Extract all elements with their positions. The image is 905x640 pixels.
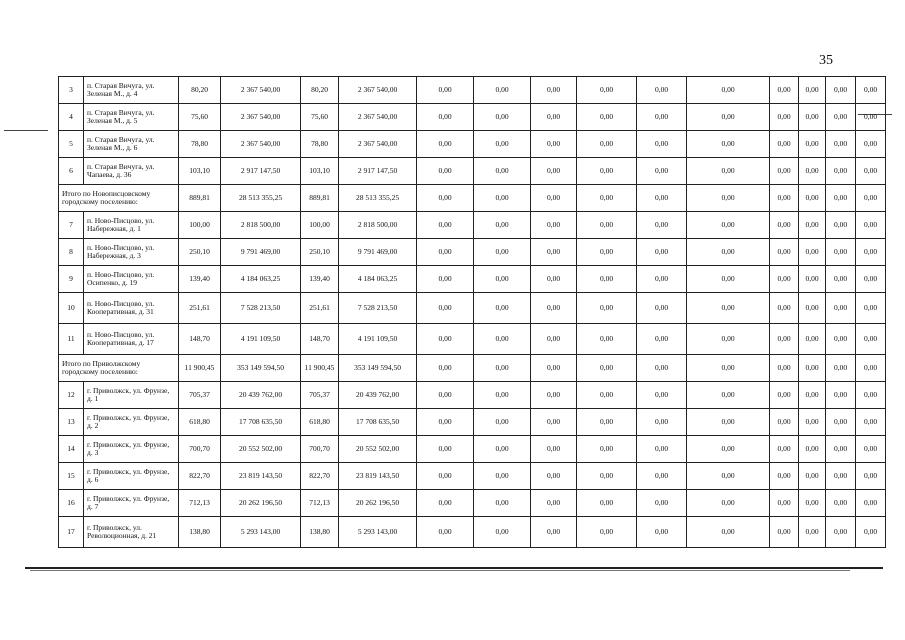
area-cell: 250,10	[179, 239, 221, 266]
value-cell: 0,00	[826, 158, 856, 185]
cost-cell: 2 818 500,00	[221, 212, 301, 239]
address-cell: п. Старая Вичуга, ул. Чапаева, д. 36	[84, 158, 179, 185]
value-cell: 0,00	[474, 355, 531, 382]
value-cell: 0,00	[770, 239, 799, 266]
row-number-cell: 13	[59, 409, 84, 436]
cost-cell: 4 184 063,25	[339, 266, 417, 293]
value-cell: 0,00	[637, 436, 687, 463]
value-cell: 0,00	[637, 131, 687, 158]
value-cell: 0,00	[474, 239, 531, 266]
row-number-cell: 3	[59, 77, 84, 104]
area-cell: 75,60	[179, 104, 221, 131]
value-cell: 0,00	[826, 185, 856, 212]
area-cell: 100,00	[179, 212, 221, 239]
value-cell: 0,00	[826, 293, 856, 324]
area-cell: 889,81	[301, 185, 339, 212]
page-number: 35	[819, 53, 833, 68]
value-cell: 0,00	[417, 77, 474, 104]
cost-cell: 5 293 143,00	[339, 517, 417, 548]
housing-table	[58, 76, 886, 548]
row-number-cell: 12	[59, 382, 84, 409]
value-cell: 0,00	[856, 131, 886, 158]
value-cell: 0,00	[474, 212, 531, 239]
area-cell: 103,10	[179, 158, 221, 185]
value-cell: 0,00	[417, 409, 474, 436]
value-cell: 0,00	[417, 239, 474, 266]
table-row	[59, 77, 886, 104]
cost-cell: 28 513 355,25	[339, 185, 417, 212]
value-cell: 0,00	[856, 239, 886, 266]
value-cell: 0,00	[417, 104, 474, 131]
value-cell: 0,00	[637, 382, 687, 409]
value-cell: 0,00	[577, 382, 637, 409]
area-cell: 889,81	[179, 185, 221, 212]
value-cell: 0,00	[856, 77, 886, 104]
value-cell: 0,00	[577, 212, 637, 239]
value-cell: 0,00	[770, 463, 799, 490]
table-row	[59, 436, 886, 463]
area-cell: 148,70	[301, 324, 339, 355]
value-cell: 0,00	[577, 185, 637, 212]
cost-cell: 17 708 635,50	[221, 409, 301, 436]
value-cell: 0,00	[417, 293, 474, 324]
value-cell: 0,00	[417, 517, 474, 548]
table-row	[59, 131, 886, 158]
value-cell: 0,00	[856, 293, 886, 324]
value-cell: 0,00	[531, 463, 577, 490]
value-cell: 0,00	[577, 104, 637, 131]
value-cell: 0,00	[417, 463, 474, 490]
value-cell: 0,00	[531, 355, 577, 382]
value-cell: 0,00	[531, 239, 577, 266]
value-cell: 0,00	[577, 324, 637, 355]
table-row	[59, 490, 886, 517]
value-cell: 0,00	[799, 436, 826, 463]
value-cell: 0,00	[474, 266, 531, 293]
margin-mark-left	[4, 130, 48, 131]
value-cell: 0,00	[770, 77, 799, 104]
cost-cell: 7 528 213,50	[339, 293, 417, 324]
value-cell: 0,00	[474, 131, 531, 158]
value-cell: 0,00	[770, 517, 799, 548]
value-cell: 0,00	[856, 382, 886, 409]
address-cell: г. Приволжск, ул. Революционная, д. 21	[84, 517, 179, 548]
value-cell: 0,00	[531, 266, 577, 293]
row-number-cell: 7	[59, 212, 84, 239]
area-cell: 705,37	[301, 382, 339, 409]
value-cell: 0,00	[577, 239, 637, 266]
value-cell: 0,00	[770, 382, 799, 409]
value-cell: 0,00	[531, 490, 577, 517]
area-cell: 80,20	[179, 77, 221, 104]
bottom-rule-secondary	[30, 570, 850, 571]
value-cell: 0,00	[474, 382, 531, 409]
table-row	[59, 382, 886, 409]
area-cell: 250,10	[301, 239, 339, 266]
row-number-cell: 14	[59, 436, 84, 463]
table-row	[59, 293, 886, 324]
value-cell: 0,00	[687, 463, 770, 490]
value-cell: 0,00	[799, 490, 826, 517]
value-cell: 0,00	[577, 409, 637, 436]
address-cell: п. Старая Вичуга, ул. Зеленая М., д. 6	[84, 131, 179, 158]
value-cell: 0,00	[770, 490, 799, 517]
value-cell: 0,00	[577, 490, 637, 517]
value-cell: 0,00	[799, 131, 826, 158]
row-number-cell: 8	[59, 239, 84, 266]
value-cell: 0,00	[637, 293, 687, 324]
value-cell: 0,00	[687, 77, 770, 104]
cost-cell: 17 708 635,50	[339, 409, 417, 436]
cost-cell: 23 819 143,50	[221, 463, 301, 490]
value-cell: 0,00	[856, 490, 886, 517]
value-cell: 0,00	[799, 212, 826, 239]
value-cell: 0,00	[417, 185, 474, 212]
value-cell: 0,00	[770, 131, 799, 158]
value-cell: 0,00	[799, 463, 826, 490]
cost-cell: 4 191 109,50	[339, 324, 417, 355]
value-cell: 0,00	[637, 490, 687, 517]
cost-cell: 23 819 143,50	[339, 463, 417, 490]
area-cell: 103,10	[301, 158, 339, 185]
value-cell: 0,00	[577, 355, 637, 382]
cost-cell: 2 367 540,00	[221, 104, 301, 131]
value-cell: 0,00	[474, 409, 531, 436]
value-cell: 0,00	[856, 212, 886, 239]
value-cell: 0,00	[770, 158, 799, 185]
table-row	[59, 409, 886, 436]
area-cell: 712,13	[301, 490, 339, 517]
value-cell: 0,00	[637, 104, 687, 131]
area-cell: 700,70	[179, 436, 221, 463]
value-cell: 0,00	[770, 293, 799, 324]
row-number-cell: 9	[59, 266, 84, 293]
value-cell: 0,00	[577, 436, 637, 463]
bottom-rule	[25, 567, 883, 569]
value-cell: 0,00	[637, 185, 687, 212]
table-row	[59, 266, 886, 293]
address-cell: п. Ново-Писцово, ул. Набережная, д. 3	[84, 239, 179, 266]
table-row	[59, 517, 886, 548]
value-cell: 0,00	[637, 355, 687, 382]
value-cell: 0,00	[474, 185, 531, 212]
value-cell: 0,00	[687, 324, 770, 355]
value-cell: 0,00	[856, 324, 886, 355]
value-cell: 0,00	[770, 185, 799, 212]
cost-cell: 2 367 540,00	[339, 131, 417, 158]
value-cell: 0,00	[474, 436, 531, 463]
row-number-cell: 4	[59, 104, 84, 131]
value-cell: 0,00	[826, 324, 856, 355]
total-label-cell: Итого по Новописцовскому городскому поселению:	[59, 185, 179, 212]
address-cell: п. Старая Вичуга, ул. Зеленая М., д. 4	[84, 77, 179, 104]
value-cell: 0,00	[687, 382, 770, 409]
value-cell: 0,00	[687, 293, 770, 324]
value-cell: 0,00	[474, 324, 531, 355]
value-cell: 0,00	[417, 324, 474, 355]
value-cell: 0,00	[531, 517, 577, 548]
cost-cell: 4 191 109,50	[221, 324, 301, 355]
row-number-cell: 15	[59, 463, 84, 490]
address-cell: г. Приволжск, ул. Фрунзе, д. 7	[84, 490, 179, 517]
row-number-cell: 10	[59, 293, 84, 324]
value-cell: 0,00	[577, 131, 637, 158]
value-cell: 0,00	[826, 212, 856, 239]
value-cell: 0,00	[531, 436, 577, 463]
area-cell: 700,70	[301, 436, 339, 463]
address-cell: г. Приволжск, ул. Фрунзе, д. 1	[84, 382, 179, 409]
value-cell: 0,00	[637, 77, 687, 104]
area-cell: 11 900,45	[179, 355, 221, 382]
value-cell: 0,00	[531, 212, 577, 239]
value-cell: 0,00	[770, 436, 799, 463]
value-cell: 0,00	[826, 266, 856, 293]
value-cell: 0,00	[799, 517, 826, 548]
area-cell: 251,61	[179, 293, 221, 324]
value-cell: 0,00	[637, 212, 687, 239]
value-cell: 0,00	[531, 158, 577, 185]
value-cell: 0,00	[826, 490, 856, 517]
area-cell: 712,13	[179, 490, 221, 517]
value-cell: 0,00	[826, 436, 856, 463]
value-cell: 0,00	[474, 463, 531, 490]
cost-cell: 2 818 500,00	[339, 212, 417, 239]
value-cell: 0,00	[687, 104, 770, 131]
cost-cell: 4 184 063,25	[221, 266, 301, 293]
area-cell: 251,61	[301, 293, 339, 324]
cost-cell: 7 528 213,50	[221, 293, 301, 324]
value-cell: 0,00	[687, 490, 770, 517]
value-cell: 0,00	[687, 212, 770, 239]
value-cell: 0,00	[474, 490, 531, 517]
cost-cell: 2 917 147,50	[339, 158, 417, 185]
value-cell: 0,00	[856, 355, 886, 382]
total-label-cell: Итого по Приволжскому городскому поселению:	[59, 355, 179, 382]
value-cell: 0,00	[799, 409, 826, 436]
value-cell: 0,00	[856, 104, 886, 131]
cost-cell: 2 367 540,00	[221, 77, 301, 104]
table-row	[59, 239, 886, 266]
address-cell: п. Ново-Писцово, ул. Осипенко, д. 19	[84, 266, 179, 293]
value-cell: 0,00	[799, 382, 826, 409]
area-cell: 78,80	[301, 131, 339, 158]
cost-cell: 9 791 469,00	[339, 239, 417, 266]
value-cell: 0,00	[687, 409, 770, 436]
value-cell: 0,00	[770, 212, 799, 239]
value-cell: 0,00	[637, 463, 687, 490]
value-cell: 0,00	[856, 463, 886, 490]
value-cell: 0,00	[417, 382, 474, 409]
area-cell: 78,80	[179, 131, 221, 158]
value-cell: 0,00	[577, 266, 637, 293]
value-cell: 0,00	[687, 158, 770, 185]
value-cell: 0,00	[799, 239, 826, 266]
value-cell: 0,00	[826, 517, 856, 548]
area-cell: 618,80	[179, 409, 221, 436]
cost-cell: 2 367 540,00	[221, 131, 301, 158]
table-body	[59, 77, 886, 548]
value-cell: 0,00	[799, 324, 826, 355]
value-cell: 0,00	[417, 212, 474, 239]
address-cell: г. Приволжск, ул. Фрунзе, д. 3	[84, 436, 179, 463]
value-cell: 0,00	[799, 266, 826, 293]
cost-cell: 5 293 143,00	[221, 517, 301, 548]
value-cell: 0,00	[826, 104, 856, 131]
cost-cell: 2 917 147,50	[221, 158, 301, 185]
table-row	[59, 158, 886, 185]
value-cell: 0,00	[417, 436, 474, 463]
value-cell: 0,00	[826, 77, 856, 104]
row-number-cell: 5	[59, 131, 84, 158]
value-cell: 0,00	[687, 185, 770, 212]
value-cell: 0,00	[417, 131, 474, 158]
value-cell: 0,00	[577, 293, 637, 324]
area-cell: 100,00	[301, 212, 339, 239]
value-cell: 0,00	[687, 239, 770, 266]
cost-cell: 20 552 502,00	[221, 436, 301, 463]
value-cell: 0,00	[637, 158, 687, 185]
value-cell: 0,00	[637, 266, 687, 293]
value-cell: 0,00	[687, 436, 770, 463]
value-cell: 0,00	[474, 104, 531, 131]
value-cell: 0,00	[577, 463, 637, 490]
area-cell: 75,60	[301, 104, 339, 131]
value-cell: 0,00	[856, 409, 886, 436]
value-cell: 0,00	[826, 355, 856, 382]
address-cell: п. Ново-Писцово, ул. Набережная, д. 1	[84, 212, 179, 239]
table-row	[59, 463, 886, 490]
value-cell: 0,00	[856, 266, 886, 293]
cost-cell: 28 513 355,25	[221, 185, 301, 212]
value-cell: 0,00	[826, 239, 856, 266]
value-cell: 0,00	[577, 517, 637, 548]
area-cell: 822,70	[179, 463, 221, 490]
value-cell: 0,00	[531, 293, 577, 324]
value-cell: 0,00	[770, 104, 799, 131]
cost-cell: 2 367 540,00	[339, 77, 417, 104]
value-cell: 0,00	[799, 77, 826, 104]
value-cell: 0,00	[577, 158, 637, 185]
value-cell: 0,00	[531, 409, 577, 436]
cost-cell: 20 262 196,50	[339, 490, 417, 517]
area-cell: 705,37	[179, 382, 221, 409]
value-cell: 0,00	[856, 185, 886, 212]
area-cell: 11 900,45	[301, 355, 339, 382]
value-cell: 0,00	[637, 239, 687, 266]
value-cell: 0,00	[531, 77, 577, 104]
value-cell: 0,00	[531, 382, 577, 409]
address-cell: п. Ново-Писцово, ул. Кооперативная, д. 17	[84, 324, 179, 355]
value-cell: 0,00	[577, 77, 637, 104]
value-cell: 0,00	[531, 185, 577, 212]
cost-cell: 353 149 594,50	[221, 355, 301, 382]
value-cell: 0,00	[799, 158, 826, 185]
value-cell: 0,00	[474, 517, 531, 548]
value-cell: 0,00	[531, 131, 577, 158]
cost-cell: 20 262 196,50	[221, 490, 301, 517]
area-cell: 138,80	[179, 517, 221, 548]
value-cell: 0,00	[799, 355, 826, 382]
address-cell: п. Ново-Писцово, ул. Кооперативная, д. 31	[84, 293, 179, 324]
value-cell: 0,00	[531, 324, 577, 355]
value-cell: 0,00	[417, 355, 474, 382]
area-cell: 80,20	[301, 77, 339, 104]
cost-cell: 20 439 762,00	[339, 382, 417, 409]
value-cell: 0,00	[856, 436, 886, 463]
total-row	[59, 355, 886, 382]
area-cell: 822,70	[301, 463, 339, 490]
cost-cell: 353 149 594,50	[339, 355, 417, 382]
value-cell: 0,00	[826, 382, 856, 409]
area-cell: 139,40	[179, 266, 221, 293]
area-cell: 138,80	[301, 517, 339, 548]
value-cell: 0,00	[474, 158, 531, 185]
value-cell: 0,00	[687, 131, 770, 158]
row-number-cell: 17	[59, 517, 84, 548]
value-cell: 0,00	[417, 490, 474, 517]
value-cell: 0,00	[826, 463, 856, 490]
value-cell: 0,00	[687, 355, 770, 382]
cost-cell: 2 367 540,00	[339, 104, 417, 131]
address-cell: г. Приволжск, ул. Фрунзе, д. 6	[84, 463, 179, 490]
value-cell: 0,00	[770, 409, 799, 436]
value-cell: 0,00	[474, 293, 531, 324]
address-cell: п. Старая Вичуга, ул. Зеленая М., д. 5	[84, 104, 179, 131]
value-cell: 0,00	[770, 355, 799, 382]
cost-cell: 20 439 762,00	[221, 382, 301, 409]
value-cell: 0,00	[687, 266, 770, 293]
value-cell: 0,00	[799, 185, 826, 212]
value-cell: 0,00	[637, 324, 687, 355]
value-cell: 0,00	[770, 324, 799, 355]
table-row	[59, 324, 886, 355]
value-cell: 0,00	[826, 409, 856, 436]
value-cell: 0,00	[770, 266, 799, 293]
cost-cell: 9 791 469,00	[221, 239, 301, 266]
value-cell: 0,00	[799, 104, 826, 131]
row-number-cell: 16	[59, 490, 84, 517]
value-cell: 0,00	[417, 158, 474, 185]
value-cell: 0,00	[637, 409, 687, 436]
value-cell: 0,00	[474, 77, 531, 104]
value-cell: 0,00	[799, 293, 826, 324]
value-cell: 0,00	[531, 104, 577, 131]
cost-cell: 20 552 502,00	[339, 436, 417, 463]
value-cell: 0,00	[856, 158, 886, 185]
area-cell: 139,40	[301, 266, 339, 293]
value-cell: 0,00	[856, 517, 886, 548]
table-row	[59, 212, 886, 239]
value-cell: 0,00	[417, 266, 474, 293]
total-row	[59, 185, 886, 212]
area-cell: 618,80	[301, 409, 339, 436]
row-number-cell: 6	[59, 158, 84, 185]
row-number-cell: 11	[59, 324, 84, 355]
value-cell: 0,00	[637, 517, 687, 548]
area-cell: 148,70	[179, 324, 221, 355]
address-cell: г. Приволжск, ул. Фрунзе, д. 2	[84, 409, 179, 436]
table-row	[59, 104, 886, 131]
value-cell: 0,00	[687, 517, 770, 548]
value-cell: 0,00	[826, 131, 856, 158]
